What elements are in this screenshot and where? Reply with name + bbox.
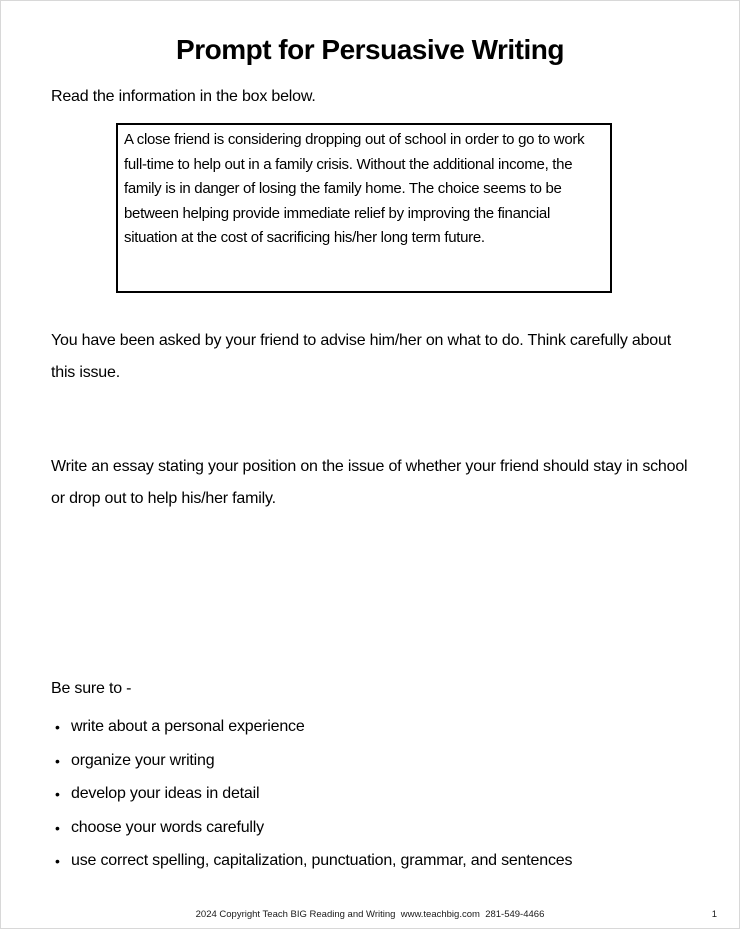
intro-text: Read the information in the box below. <box>51 88 316 105</box>
paragraph-essay: Write an essay stating your position on the issue of whether your friend should stay in school or drop out to help his/her family. <box>51 458 688 507</box>
checklist-item-text: develop your ideas in detail <box>71 785 260 802</box>
footer-copyright: 2024 Copyright Teach BIG Reading and Writing www.teachbig.com 281-549-4466 <box>195 909 545 920</box>
checklist <box>1 711 739 877</box>
prompt-box <box>116 123 612 293</box>
bullet-icon: • <box>55 853 60 869</box>
bullet-icon: • <box>55 819 60 836</box>
bullet-icon: • <box>55 752 60 769</box>
page-title: Prompt for Persuasive Writing <box>176 34 564 65</box>
checklist-item <box>1 711 739 743</box>
checklist-item <box>1 778 739 810</box>
checklist-heading: Be sure to - <box>51 680 132 697</box>
checklist-item-text: choose your words carefully <box>71 818 264 836</box>
checklist-item-text: use correct spelling, capitalization, punctuation, grammar, and sentences <box>71 852 573 869</box>
prompt-box-text: A close friend is considering dropping out of school in order to go to work full-time to help out in a family crisis. Without the additional income, the family is in danger of losing the family home. The choice seems to be between helping provide immediate relief by improving the financial situation at the cost of sacrificing his/her long term future. <box>124 131 585 246</box>
paragraph-advise: You have been asked by your friend to advise him/her on what to do. Think carefully about this issue. <box>51 332 671 381</box>
bullet-icon: • <box>55 786 60 802</box>
bullet-icon: • <box>55 719 60 735</box>
checklist-item <box>1 812 739 844</box>
checklist-item-text: write about a personal experience <box>71 718 305 735</box>
checklist-item <box>1 745 739 777</box>
checklist-item <box>1 845 739 877</box>
checklist-item-text: organize your writing <box>71 751 215 769</box>
footer-page-number: 1 <box>711 909 717 920</box>
